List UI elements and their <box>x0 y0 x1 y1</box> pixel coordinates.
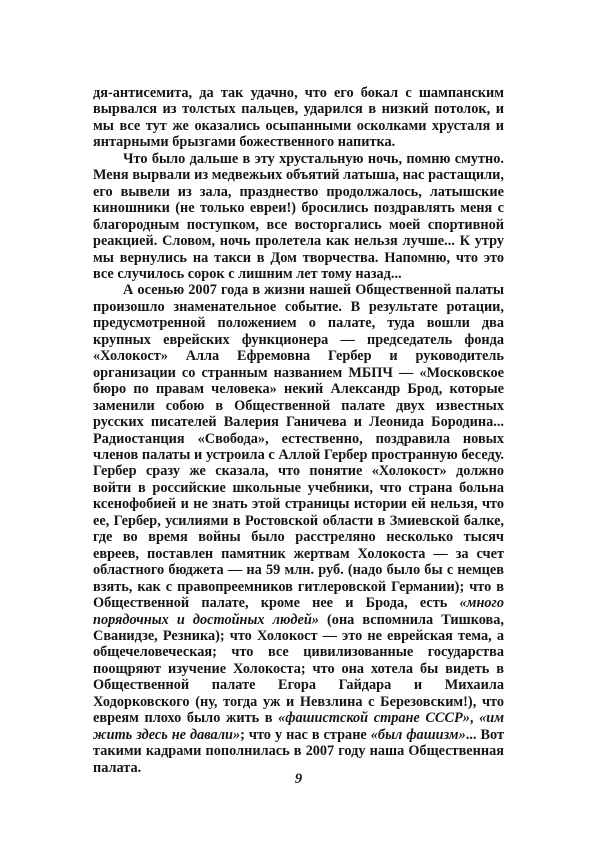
text-run: ... Вот такими кадрами пополнилась в 2007 году наша Общественная палата. <box>93 726 504 776</box>
text-run: дя-антисемита, да так удачно, что его бокал с шампанским вырвался из толстых пальцев, ударился в низкий потолок, и мы все тут же оказались осыпанными осколками хрусталя и янтарными брызгами божественного напитка. <box>93 85 504 151</box>
text-run-italic: «был фашизм» <box>370 726 466 743</box>
paragraph-2 <box>93 151 504 283</box>
text-block <box>93 85 504 776</box>
page-number: 9 <box>294 771 303 787</box>
text-run-italic: «им жить здесь не давали» <box>93 710 504 743</box>
text-run: ; что у нас в стране <box>240 726 371 743</box>
paragraph-1 <box>93 85 504 151</box>
text-run: (она вспомнила Тишкова, Сванидзе, Резника); что Холокост — это не еврейская тема, а общечеловеческая; что все цивилизованные государства поощряют изучение Холокоста; что она хотела бы видеть в Общественной палате Егора Гайдара и Михаила Ходорковского (ну, тогда уж и Невзлина с Березовским!), что евреям плохо было жить в <box>93 611 505 727</box>
text-run-italic: «фашистской стране СССР» <box>278 710 470 727</box>
text-run: Что было дальше в эту хрустальную ночь, помню смутно. Меня вырвали из медвежьих объятий латыша, нас растащили, его вывели из зала, празднество продолжалось, латышские киношники (не только евреи!) бросились поздравлять меня с благородным поступком, все восторгались моей спортивной реакцией. Словом, ночь пролетела как нельзя лучше... К утру мы вернулись на такси в Дом творчества. Напомню, что это все случилось сорок с лишним лет тому назад... <box>93 150 504 282</box>
text-run: А осенью 2007 года в жизни нашей Общественной палаты произошло знаменательное событие. В результате ротации, предусмотренной положением о палате, туда вошли два крупных еврейских функционера — председатель фонда «Холокост» Алла Ефремовна Гербер и руководитель организации со странным названием МБПЧ — «Московское бюро по правам человека» некий Александр Брод, которые заменили собою в Общественной палате двух известных русских писателей Валерия Ганичева и Леонида Бородина... Радиостанция «Свобода», естественно, поздравила новых членов палаты и устроила с Аллой Гербер пространную беседу. Гербер сразу же сказала, что понятие «Холокост» должно войти в российские школьные учебники, что страна больна ксенофобией и не знать этой страницы истории ей нельзя, что ее, Гербер, усилиями в Ростовской области в Змиевской балке, где во время войны было расстреляно несколько тысяч евреев, поставлен памятник жертвам Холокоста — за счет областного бюджета — на 59 млн. руб. (надо было бы с немцев взять, как с правопреемников гитлеровской Германии); что в Общественной палате, кроме нее и Брода, есть <box>93 282 504 612</box>
text-run-italic: «много порядочных и достойных людей» <box>93 595 504 628</box>
paragraph-3 <box>93 282 504 776</box>
text-run: , <box>469 710 480 727</box>
